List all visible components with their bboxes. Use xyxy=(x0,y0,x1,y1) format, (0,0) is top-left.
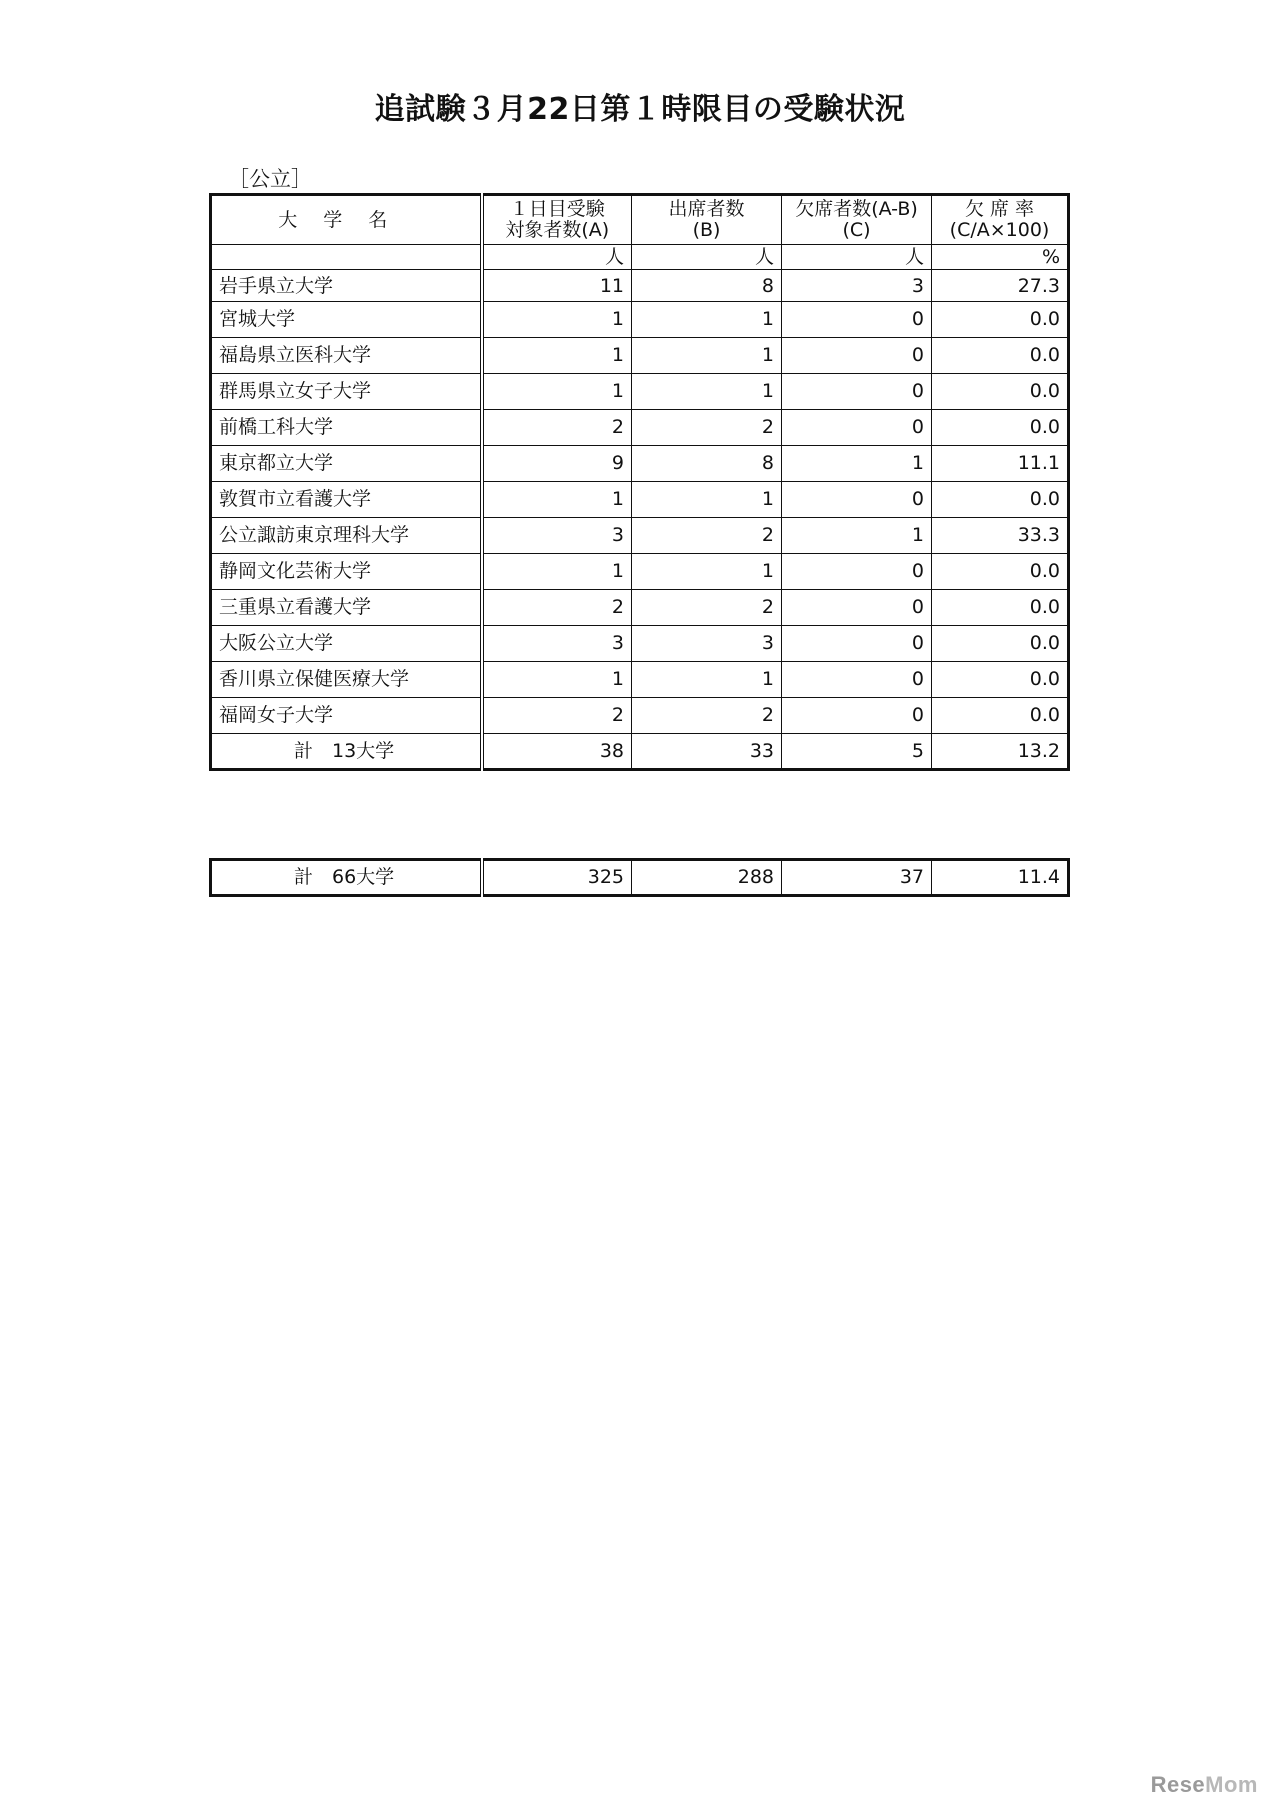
header-attendees: 出席者数 (B) xyxy=(632,195,782,245)
applicants-cell: 1 xyxy=(482,302,632,338)
absentees-cell: 0 xyxy=(782,698,932,734)
university-name-cell: 静岡文化芸術大学 xyxy=(211,554,482,590)
grand-total-table xyxy=(209,858,1070,897)
subtotal-absentees: 5 xyxy=(782,734,932,770)
section-label: ［公立］ xyxy=(228,167,312,191)
absence-rate-cell: 0.0 xyxy=(932,554,1069,590)
header-row xyxy=(211,195,1069,245)
absence-rate-cell: 0.0 xyxy=(932,698,1069,734)
attendees-cell: 8 xyxy=(632,446,782,482)
page-title: 追試験３月22日第１時限目の受験状況 xyxy=(374,92,906,127)
absence-rate-cell: 0.0 xyxy=(932,338,1069,374)
attendees-cell: 2 xyxy=(632,590,782,626)
resemom-watermark: ReseMom xyxy=(1150,1772,1258,1797)
header-absentees: 欠席者数(A-B) (C) xyxy=(782,195,932,245)
university-name-cell: 福岡女子大学 xyxy=(211,698,482,734)
table-row xyxy=(211,590,1069,626)
header-absence-rate: 欠 席 率 (C/A×100) xyxy=(932,195,1069,245)
attendees-cell: 8 xyxy=(632,270,782,302)
absentees-cell: 0 xyxy=(782,554,932,590)
attendees-cell: 2 xyxy=(632,698,782,734)
table-row xyxy=(211,626,1069,662)
table-row xyxy=(211,338,1069,374)
unit-row xyxy=(211,245,1069,270)
exam-status-table xyxy=(209,193,1070,771)
absence-rate-cell: 27.3 xyxy=(932,270,1069,302)
subtotal-applicants: 38 xyxy=(482,734,632,770)
table-row xyxy=(211,446,1069,482)
attendees-cell: 3 xyxy=(632,626,782,662)
absentees-cell: 1 xyxy=(782,518,932,554)
university-name-cell: 三重県立看護大学 xyxy=(211,590,482,626)
table-row xyxy=(211,270,1069,302)
table-row xyxy=(211,662,1069,698)
university-name-cell: 敦賀市立看護大学 xyxy=(211,482,482,518)
attendees-cell: 1 xyxy=(632,662,782,698)
table-row xyxy=(211,518,1069,554)
applicants-cell: 1 xyxy=(482,338,632,374)
absence-rate-cell: 0.0 xyxy=(932,410,1069,446)
applicants-cell: 11 xyxy=(482,270,632,302)
university-name-cell: 東京都立大学 xyxy=(211,446,482,482)
university-name-cell: 岩手県立大学 xyxy=(211,270,482,302)
applicants-cell: 1 xyxy=(482,662,632,698)
university-name-cell: 宮城大学 xyxy=(211,302,482,338)
subtotal-label: 計 13大学 xyxy=(211,734,482,770)
absentees-cell: 0 xyxy=(782,374,932,410)
absence-rate-cell: 0.0 xyxy=(932,374,1069,410)
header-applicants: １日目受験 対象者数(A) xyxy=(482,195,632,245)
header-university-name: 大学名 xyxy=(211,195,482,245)
grand-total-absence-rate: 11.4 xyxy=(932,860,1069,896)
attendees-cell: 1 xyxy=(632,482,782,518)
applicants-cell: 1 xyxy=(482,482,632,518)
university-name-cell: 群馬県立女子大学 xyxy=(211,374,482,410)
applicants-cell: 9 xyxy=(482,446,632,482)
attendees-cell: 2 xyxy=(632,518,782,554)
absence-rate-cell: 0.0 xyxy=(932,626,1069,662)
attendees-cell: 1 xyxy=(632,338,782,374)
applicants-cell: 2 xyxy=(482,698,632,734)
absentees-cell: 0 xyxy=(782,338,932,374)
table-row xyxy=(211,302,1069,338)
table-row xyxy=(211,554,1069,590)
absence-rate-cell: 11.1 xyxy=(932,446,1069,482)
absence-rate-cell: 33.3 xyxy=(932,518,1069,554)
absence-rate-cell: 0.0 xyxy=(932,662,1069,698)
university-name-cell: 公立諏訪東京理科大学 xyxy=(211,518,482,554)
absence-rate-cell: 0.0 xyxy=(932,482,1069,518)
university-name-cell: 福島県立医科大学 xyxy=(211,338,482,374)
absentees-cell: 0 xyxy=(782,302,932,338)
table-row xyxy=(211,698,1069,734)
absentees-cell: 0 xyxy=(782,662,932,698)
applicants-cell: 2 xyxy=(482,410,632,446)
absentees-cell: 0 xyxy=(782,482,932,518)
unit-rate: % xyxy=(932,245,1069,270)
absentees-cell: 1 xyxy=(782,446,932,482)
absence-rate-cell: 0.0 xyxy=(932,590,1069,626)
grand-total-absentees: 37 xyxy=(782,860,932,896)
subtotal-attendees: 33 xyxy=(632,734,782,770)
grand-total-row xyxy=(211,860,1069,896)
university-name-cell: 大阪公立大学 xyxy=(211,626,482,662)
subtotal-row xyxy=(211,734,1069,770)
absentees-cell: 0 xyxy=(782,590,932,626)
attendees-cell: 1 xyxy=(632,554,782,590)
table-row xyxy=(211,410,1069,446)
table-row xyxy=(211,482,1069,518)
applicants-cell: 3 xyxy=(482,626,632,662)
applicants-cell: 1 xyxy=(482,554,632,590)
university-name-cell: 香川県立保健医療大学 xyxy=(211,662,482,698)
unit-a: 人 xyxy=(482,245,632,270)
attendees-cell: 2 xyxy=(632,410,782,446)
unit-c: 人 xyxy=(782,245,932,270)
attendees-cell: 1 xyxy=(632,302,782,338)
subtotal-absence-rate: 13.2 xyxy=(932,734,1069,770)
absentees-cell: 0 xyxy=(782,410,932,446)
applicants-cell: 1 xyxy=(482,374,632,410)
table-row xyxy=(211,374,1069,410)
grand-total-attendees: 288 xyxy=(632,860,782,896)
applicants-cell: 2 xyxy=(482,590,632,626)
absence-rate-cell: 0.0 xyxy=(932,302,1069,338)
attendees-cell: 1 xyxy=(632,374,782,410)
grand-total-label: 計 66大学 xyxy=(211,860,482,896)
absentees-cell: 0 xyxy=(782,626,932,662)
applicants-cell: 3 xyxy=(482,518,632,554)
unit-b: 人 xyxy=(632,245,782,270)
university-name-cell: 前橋工科大学 xyxy=(211,410,482,446)
absentees-cell: 3 xyxy=(782,270,932,302)
grand-total-applicants: 325 xyxy=(482,860,632,896)
